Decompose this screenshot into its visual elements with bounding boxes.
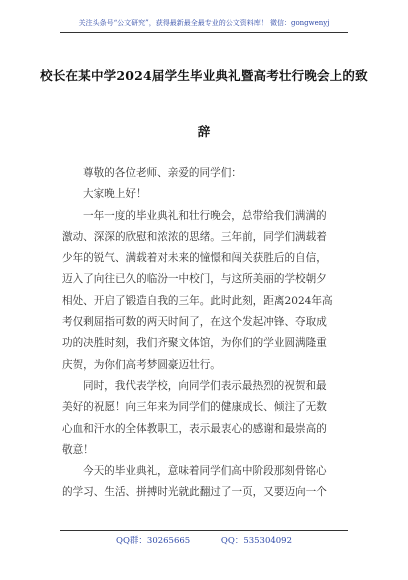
paragraph-line: 同时，我代表学校，向同学们表示最热烈的祝贺和最 (83, 379, 327, 392)
document-body (62, 163, 348, 504)
paragraph-line: 的学习、生活、拼搏时光就此翻过了一页，又要迈向一个 (62, 486, 327, 499)
document-title-continued: 辞 (197, 124, 211, 139)
paragraph-line: 今天的毕业典礼，意味着同学们高中阶段那刻骨铭心 (83, 465, 327, 478)
paragraph-line: 庆贺，为你们高考梦圆豪迈壮行。 (62, 358, 221, 371)
qq-number: QQ：535304092 (220, 536, 292, 546)
page-footer (60, 530, 348, 546)
paragraph-line: 相处、开启了锻造自我的三年。此时此刻，距离2024年高 (62, 294, 333, 307)
paragraph-line: 激动、深深的欣慰和浓浓的思绪。三年前，同学们满载着 (62, 230, 327, 243)
paragraph-1 (62, 206, 348, 376)
paragraph-line: 考仅剩屈指可数的两天时间了，在这个发起冲锋、夺取成 (62, 316, 327, 329)
paragraph-line: 少年的锐气、满载着对未来的憧憬和闯关获胜后的自信， (62, 252, 327, 265)
qq-group-number: QQ群：30265665 (115, 536, 191, 546)
paragraph-line: 一年一度的毕业典礼和壮行晚会，总带给我们满满的 (83, 209, 327, 222)
paragraph-2 (62, 376, 348, 461)
paragraph-3 (62, 461, 348, 504)
paragraph-line: 美好的祝愿！向三年来为同学们的健康成长、倾注了无数 (62, 401, 327, 414)
paragraph-line: 功的决胜时刻，我们齐聚文体馆，为你们的学业圆满隆重 (62, 337, 327, 350)
paragraph-line: 迈入了向往已久的临汾一中校门，与这所美丽的学校朝夕 (62, 273, 327, 286)
paragraph-line: 心血和汗水的全体教职工，表示最衷心的感谢和最崇高的 (62, 422, 327, 435)
page-header-notice: 关注头条号“公文研究”，获得最新最全最专业的公文资料库！ 微信：gongwenyj (60, 18, 348, 33)
salutation: 尊敬的各位老师、亲爱的同学们： (83, 167, 242, 179)
document-title: 校长在某中学2024届学生毕业典礼暨高考壮行晚会上的致 (40, 68, 368, 83)
paragraph-line: 敬意！ (62, 443, 94, 456)
greeting: 大家晚上好！ (83, 188, 147, 201)
